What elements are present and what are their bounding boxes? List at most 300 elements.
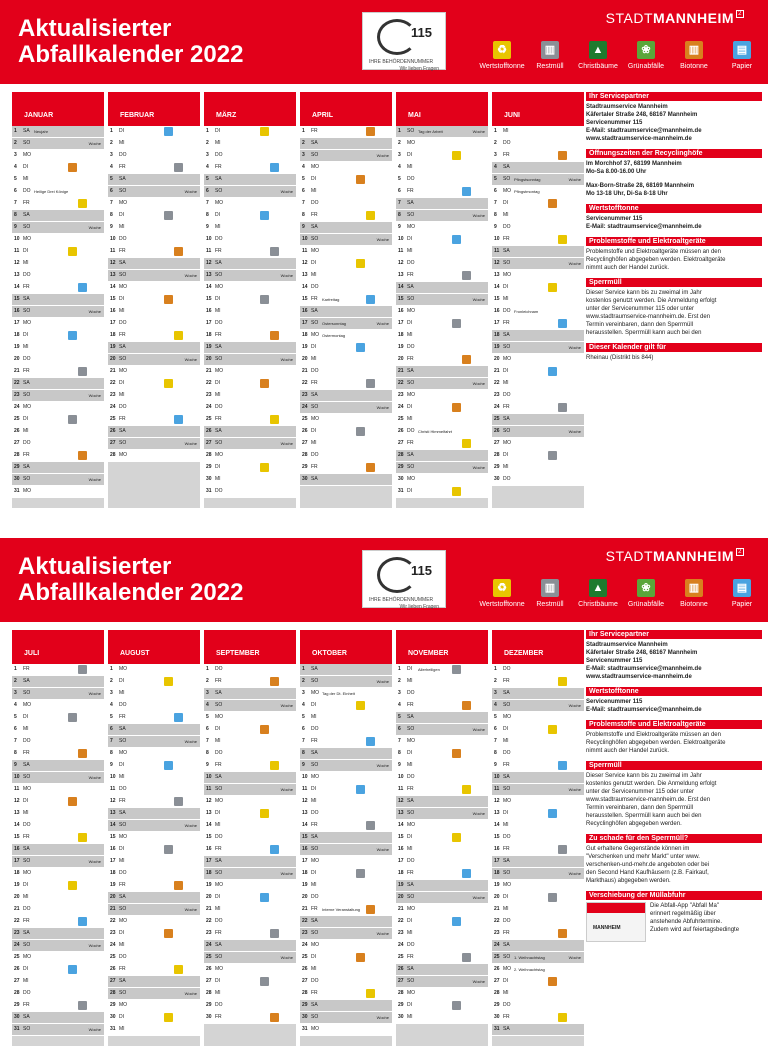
day-row	[12, 820, 104, 832]
weekday: MI	[407, 1014, 413, 1020]
day-row	[492, 378, 584, 390]
day-row	[12, 952, 104, 964]
weekday: FR	[503, 678, 510, 684]
weekday: DI	[119, 296, 124, 302]
weekday: FR	[119, 966, 126, 972]
day-number: 15	[494, 296, 500, 302]
pickup-icon	[356, 953, 365, 962]
weekday: FR	[503, 404, 510, 410]
pickup-icon	[270, 247, 279, 256]
weekday: FR	[311, 822, 318, 828]
day-row	[204, 784, 296, 796]
day-row	[492, 760, 584, 772]
day-number: 28	[206, 452, 212, 458]
day-number: 16	[14, 846, 20, 852]
info-heading: Sperrmüll	[586, 278, 762, 287]
info-line: Käfertaler Straße 248, 68167 Mannheim	[586, 112, 698, 118]
weekday: SO	[119, 356, 127, 362]
info-line: Recyclinghöfen abgegeben werden. Elektroaltgeräte	[586, 740, 726, 746]
day-number: 8	[398, 750, 401, 756]
legend-label: Papier	[731, 601, 753, 608]
weekday: MO	[215, 200, 224, 206]
day-row	[12, 402, 104, 414]
month-header: SEPTEMBER	[204, 630, 296, 664]
day-row	[300, 760, 392, 772]
holiday-note: Ostermontag	[322, 333, 346, 338]
pickup-icon	[356, 785, 365, 794]
day-row	[396, 676, 488, 688]
info-section	[586, 92, 762, 143]
weekday: DI	[503, 810, 508, 816]
week-label: Woche	[184, 823, 197, 828]
day-number: 2	[302, 140, 305, 146]
pickup-icon	[558, 677, 567, 686]
info-text	[586, 354, 762, 362]
day-number: 18	[494, 870, 500, 876]
day-number: 20	[494, 356, 500, 362]
day-row	[492, 462, 584, 474]
logo-number: 115	[411, 25, 432, 40]
weekday: FR	[215, 762, 222, 768]
info-heading: Problemstoffe und Elektroaltgeräte	[586, 720, 762, 729]
day-number: 19	[110, 344, 116, 350]
day-row	[396, 820, 488, 832]
day-row	[492, 258, 584, 270]
day-number: 19	[398, 882, 404, 888]
weekday: FR	[119, 248, 126, 254]
holiday-note: Ostersonntag	[322, 321, 347, 326]
bio-icon: ▥	[685, 41, 703, 59]
day-row	[492, 162, 584, 174]
day-row	[396, 844, 488, 856]
day-number: 31	[398, 488, 404, 494]
pickup-icon	[558, 319, 567, 328]
day-number: 1	[398, 666, 401, 672]
info-line: Markthaus) abgegeben werden.	[586, 878, 671, 884]
day-row	[12, 186, 104, 198]
day-row	[108, 868, 200, 880]
day-number: 14	[302, 822, 308, 828]
weekday: MO	[215, 798, 224, 804]
day-number: 17	[398, 858, 404, 864]
day-row	[396, 856, 488, 868]
day-number: 17	[110, 858, 116, 864]
weekday: MI	[503, 822, 509, 828]
pickup-icon	[78, 749, 87, 758]
weekday: DI	[215, 810, 220, 816]
day-number: 7	[206, 200, 209, 206]
week-label: Woche	[184, 189, 197, 194]
day-number: 12	[302, 260, 308, 266]
weekday: DI	[215, 894, 220, 900]
pickup-icon	[366, 463, 375, 472]
info-text	[586, 160, 762, 198]
day-row	[12, 318, 104, 330]
day-number: 14	[206, 822, 212, 828]
day-number: 17	[494, 320, 500, 326]
day-row	[108, 186, 200, 198]
pickup-icon	[366, 821, 375, 830]
info-line: erinnert regelmäßig über	[650, 911, 716, 917]
holiday-note: Pfingstsonntag	[514, 177, 541, 182]
weekday: DO	[407, 690, 415, 696]
day-row	[108, 664, 200, 676]
day-row	[108, 198, 200, 210]
day-row	[300, 916, 392, 928]
day-row	[396, 724, 488, 736]
weekday: FR	[503, 930, 510, 936]
day-row	[396, 796, 488, 808]
day-row	[396, 378, 488, 390]
day-number: 29	[110, 1002, 116, 1008]
pickup-icon	[270, 929, 279, 938]
day-number: 3	[302, 152, 305, 158]
day-number: 21	[14, 906, 20, 912]
day-row	[204, 342, 296, 354]
day-number: 7	[494, 738, 497, 744]
weekday: SA	[503, 416, 510, 422]
day-row	[204, 868, 296, 880]
day-number: 10	[14, 774, 20, 780]
pickup-icon	[68, 163, 77, 172]
day-number: 3	[302, 690, 305, 696]
week-label: Woche	[568, 871, 581, 876]
day-number: 13	[206, 810, 212, 816]
weekday: DO	[311, 810, 319, 816]
day-number: 29	[494, 464, 500, 470]
pickup-icon	[452, 235, 461, 244]
legend-item	[478, 40, 526, 70]
day-row	[492, 940, 584, 952]
pickup-icon	[78, 1001, 87, 1010]
pickup-icon	[452, 319, 461, 328]
day-row	[300, 868, 392, 880]
pickup-icon	[452, 1001, 461, 1010]
weekday: MI	[407, 164, 413, 170]
weekday: MO	[503, 714, 512, 720]
holiday-note: Interne Veranstaltung	[322, 907, 361, 912]
weekday: FR	[311, 990, 318, 996]
day-row	[108, 736, 200, 748]
day-number: 11	[494, 786, 500, 792]
day-number: 17	[302, 320, 308, 326]
month-column	[108, 92, 200, 508]
day-row	[12, 796, 104, 808]
day-number: 19	[206, 882, 212, 888]
weekday: SO	[407, 464, 415, 470]
pickup-icon	[78, 283, 87, 292]
day-row	[108, 844, 200, 856]
day-row	[12, 724, 104, 736]
weekday: MI	[407, 678, 413, 684]
day-row	[108, 162, 200, 174]
day-number: 24	[206, 942, 212, 948]
day-row	[300, 832, 392, 844]
day-row	[300, 1024, 392, 1036]
weekday: SO	[407, 726, 415, 732]
info-line: "Verschenken und mehr Markt" unter www.	[586, 854, 700, 860]
day-number: 30	[398, 476, 404, 482]
day-number: 17	[494, 858, 500, 864]
weekday: DI	[503, 726, 508, 732]
weekday: MI	[23, 894, 29, 900]
day-number: 29	[494, 1002, 500, 1008]
day-number: 13	[206, 272, 212, 278]
day-row	[108, 952, 200, 964]
day-number: 6	[398, 188, 401, 194]
day-number: 17	[398, 320, 404, 326]
pickup-icon	[270, 331, 279, 340]
day-number: 2	[14, 140, 17, 146]
week-label: Woche	[568, 703, 581, 708]
weekday: SA	[215, 176, 222, 182]
weekday: DO	[215, 1002, 223, 1008]
day-number: 9	[302, 762, 305, 768]
pickup-icon	[174, 713, 183, 722]
month-header: APRIL	[300, 92, 392, 126]
day-row	[492, 988, 584, 1000]
weekday: SA	[23, 930, 30, 936]
day-number: 8	[302, 750, 305, 756]
day-row	[108, 126, 200, 138]
day-number: 8	[14, 750, 17, 756]
weekday: DI	[503, 200, 508, 206]
weekday: SA	[311, 834, 318, 840]
behoerdennummer-logo	[362, 12, 446, 70]
day-row	[108, 760, 200, 772]
legend-item	[670, 578, 718, 608]
weekday: MI	[119, 858, 125, 864]
weekday: DO	[407, 942, 415, 948]
info-line: Dieser Service kann bis zu zweimal im Jahr	[586, 290, 702, 296]
legend-label: Grünabfälle	[627, 601, 665, 608]
pickup-icon	[260, 463, 269, 472]
weekday: DO	[407, 344, 415, 350]
week-label: Woche	[376, 763, 389, 768]
month-column	[396, 92, 488, 508]
day-number: 23	[302, 930, 308, 936]
day-number: 13	[14, 272, 20, 278]
legend-item	[622, 578, 670, 608]
day-number: 14	[14, 284, 20, 290]
day-number: 21	[494, 906, 500, 912]
day-number: 21	[398, 906, 404, 912]
day-row	[12, 748, 104, 760]
month-column	[300, 630, 392, 1046]
day-number: 8	[206, 750, 209, 756]
day-number: 24	[494, 942, 500, 948]
weekday: DI	[407, 918, 412, 924]
weekday: FR	[407, 954, 414, 960]
day-row	[396, 1000, 488, 1012]
weekday: DI	[215, 726, 220, 732]
info-line: Servicenummer 115	[586, 120, 643, 126]
day-row	[108, 700, 200, 712]
weekday: DO	[215, 320, 223, 326]
day-number: 10	[398, 236, 404, 242]
week-label: Woche	[280, 273, 293, 278]
day-number: 13	[494, 810, 500, 816]
weekday: DI	[215, 296, 220, 302]
weekday: DI	[503, 452, 508, 458]
day-number: 22	[110, 380, 116, 386]
week-label: Woche	[88, 393, 101, 398]
weekday: MO	[407, 906, 416, 912]
day-number: 29	[14, 1002, 20, 1008]
weekday: MI	[215, 906, 221, 912]
info-line: Problemstoffe und Elektroaltgeräte müssen an den	[586, 249, 721, 255]
day-number: 4	[206, 164, 209, 170]
week-label: Woche	[184, 441, 197, 446]
day-number: 1	[206, 128, 209, 134]
day-number: 17	[110, 320, 116, 326]
day-row	[12, 450, 104, 462]
day-row	[204, 150, 296, 162]
day-number: 23	[494, 930, 500, 936]
weekday: MO	[119, 834, 128, 840]
day-number: 18	[14, 870, 20, 876]
day-number: 15	[302, 296, 308, 302]
day-number: 14	[206, 284, 212, 290]
day-row	[300, 306, 392, 318]
weekday: MI	[23, 428, 29, 434]
weekday: FR	[407, 702, 414, 708]
day-number: 4	[206, 702, 209, 708]
day-number: 27	[14, 978, 20, 984]
papier-icon: ▤	[733, 579, 751, 597]
day-row	[300, 210, 392, 222]
legend-label: Christbäume	[578, 601, 618, 608]
pickup-icon	[558, 235, 567, 244]
day-number: 8	[398, 212, 401, 218]
day-number: 4	[14, 164, 17, 170]
day-number: 4	[14, 702, 17, 708]
day-number: 1	[206, 666, 209, 672]
info-text	[586, 845, 762, 885]
weekday: MI	[119, 1026, 125, 1032]
weekday: SA	[311, 224, 318, 230]
day-row	[396, 246, 488, 258]
weekday: MI	[503, 906, 509, 912]
info-line: www.stadtraumservice-mannheim.de	[586, 136, 692, 142]
day-number: 7	[14, 200, 17, 206]
week-label: Woche	[280, 955, 293, 960]
day-number: 22	[14, 918, 20, 924]
day-row	[204, 234, 296, 246]
weekday: DO	[503, 308, 511, 314]
day-row	[492, 748, 584, 760]
day-number: 24	[494, 404, 500, 410]
day-row	[12, 150, 104, 162]
weekday: FR	[215, 416, 222, 422]
logo-number: 115	[411, 563, 432, 578]
day-row	[12, 258, 104, 270]
info-text	[586, 215, 762, 231]
day-row	[492, 138, 584, 150]
day-row	[204, 186, 296, 198]
day-row	[396, 414, 488, 426]
day-number: 24	[110, 942, 116, 948]
day-row	[300, 342, 392, 354]
day-row	[300, 952, 392, 964]
holiday-note: Pfingstmontag	[514, 189, 540, 194]
weekday: FR	[119, 164, 126, 170]
day-row	[108, 784, 200, 796]
day-row	[108, 916, 200, 928]
brand-logo	[606, 548, 744, 564]
day-number: 29	[398, 464, 404, 470]
day-number: 31	[14, 1026, 20, 1032]
weekday: MI	[215, 140, 221, 146]
info-line: herausstellen. Sperrmüll kann auch bei den	[586, 330, 702, 336]
pickup-icon	[78, 665, 87, 674]
weekday: SO	[407, 296, 415, 302]
day-number: 22	[494, 918, 500, 924]
day-number: 24	[302, 942, 308, 948]
day-number: 27	[110, 978, 116, 984]
day-number: 11	[494, 248, 500, 254]
day-row	[300, 904, 392, 916]
day-number: 10	[206, 236, 212, 242]
day-number: 5	[14, 714, 17, 720]
info-line: Problemstoffe und Elektroaltgeräte müssen an den	[586, 732, 721, 738]
day-row	[204, 270, 296, 282]
weekday: FR	[23, 834, 30, 840]
day-number: 17	[302, 858, 308, 864]
weekday: MO	[215, 714, 224, 720]
weekday: DI	[215, 212, 220, 218]
info-line: unter der Servicenummer 115 oder unter	[586, 306, 694, 312]
day-row	[108, 426, 200, 438]
day-row	[108, 976, 200, 988]
tree-icon: ▲	[589, 41, 607, 59]
weekday: DO	[215, 834, 223, 840]
weekday: DI	[407, 236, 412, 242]
day-number: 8	[14, 212, 17, 218]
weekday: SA	[215, 942, 222, 948]
month-column	[12, 630, 104, 1046]
weekday: MO	[311, 690, 320, 696]
day-number: 7	[206, 738, 209, 744]
month-column	[12, 92, 104, 508]
day-row	[204, 748, 296, 760]
day-number: 27	[302, 440, 308, 446]
day-number: 8	[110, 212, 113, 218]
day-number: 11	[302, 248, 308, 254]
day-row	[108, 306, 200, 318]
weekday: MI	[407, 248, 413, 254]
day-number: 30	[110, 1014, 116, 1020]
day-number: 8	[494, 750, 497, 756]
weekday: DI	[119, 1014, 124, 1020]
day-number: 11	[206, 786, 212, 792]
weekday: SO	[119, 990, 127, 996]
pickup-icon	[366, 379, 375, 388]
weekday: MO	[23, 404, 32, 410]
weekday: MO	[311, 942, 320, 948]
day-row	[492, 928, 584, 940]
day-row	[396, 438, 488, 450]
day-row	[300, 126, 392, 138]
weekday: MI	[215, 476, 221, 482]
weekday: MO	[119, 284, 128, 290]
day-number: 12	[494, 798, 500, 804]
day-row	[492, 904, 584, 916]
day-row	[492, 402, 584, 414]
day-row	[108, 1012, 200, 1024]
day-row	[300, 330, 392, 342]
day-row	[492, 700, 584, 712]
